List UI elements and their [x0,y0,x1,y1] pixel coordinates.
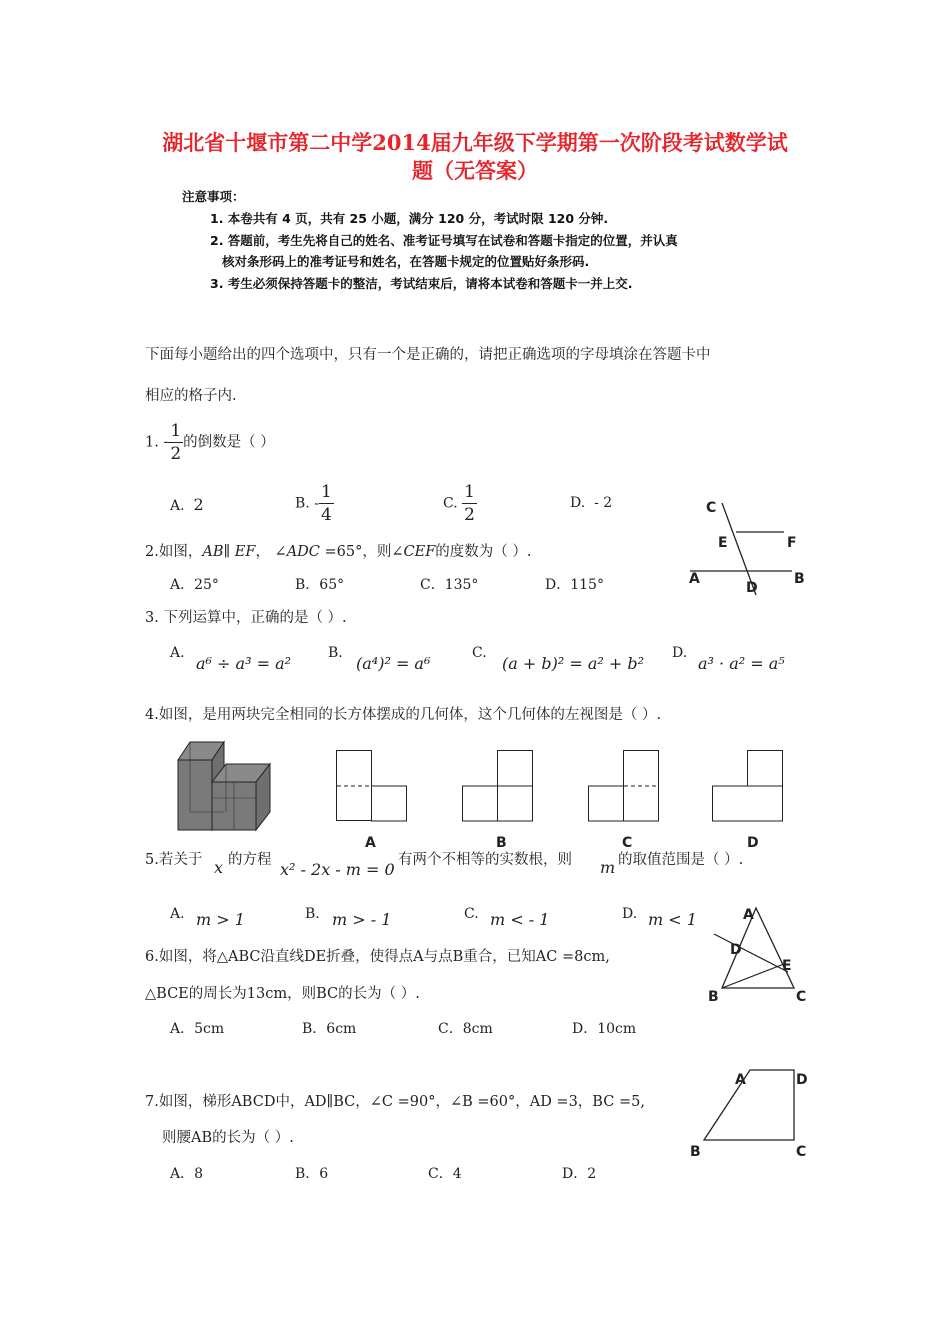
q1-option-d [570,495,612,511]
q6-fig-label-e: E [782,958,792,974]
q1-b-label: B. [295,495,310,512]
q2-option-c: C．135° [420,577,479,593]
q6-option-c: C．8cm [438,1021,493,1037]
q1-d-label: D. [570,495,586,511]
q1-option-c [443,481,477,526]
q1-a-label: A. [170,498,185,514]
q1-c-fraction [462,481,477,526]
q6-text-line2: △BCE的周长为13cm，则BC的长为（ ）. [145,986,420,1002]
q1-fraction [168,420,183,465]
q4-option-a-label: A [365,835,376,851]
q5-text-pre: 5.若关于 [145,852,203,868]
instructions-line2: 相应的格子内. [145,388,237,404]
q3-option-c-expr: (a + b)² = a² + b² [502,654,645,673]
q3-option-c-label: C. [472,645,487,661]
q5-text-post: 的取值范围是（ ）. [618,852,744,868]
q2-text-pre: 2.如图， [145,544,203,560]
q1-c-num: 1 [464,482,475,502]
q1-b-fraction [319,481,334,526]
question-4: 4.如图，是用两块完全相同的长方体摆成的几何体，这个几何体的左视图是（ ）. [145,707,662,723]
q7-option-a: A．8 [170,1166,204,1182]
q7-option-b: B．6 [295,1166,329,1182]
q6-fig-label-a: A [743,907,754,923]
q3-option-b-expr: (a⁴)² = a⁶ [356,654,431,673]
q6-option-b: B．6cm [302,1021,357,1037]
q1-a-value: 2 [193,495,204,514]
q2-option-b: B．65° [295,577,345,593]
q3-option-d-label: D. [672,645,688,661]
q1-prefix: 1. - [145,434,169,451]
q5-option-a-label: A. [170,906,185,922]
q4-option-d-figure[interactable] [712,750,784,822]
q5-var-m: m [600,858,616,877]
q5-option-b-expr: m > - 1 [332,910,392,929]
question-3: 3. 下列运算中，正确的是（ ）. [145,610,347,626]
q4-option-b-figure[interactable] [462,750,534,822]
q2-cef: CEF [403,544,436,560]
question-1 [145,420,275,465]
q2-fig-label-e: E [718,535,728,551]
notice-item-2b: 核对条形码上的准考证号和姓名，在答题卡规定的位置贴好条形码. [222,254,590,269]
q2-fig-label-b: B [794,571,805,587]
notice-heading: 注意事项： [182,189,245,204]
instructions-line1: 下面每小题给出的四个选项中，只有一个是正确的，请把正确选项的字母填涂在答题卡中 [145,347,711,363]
q4-option-d-label: D [747,835,759,851]
q7-fig-label-c: C [796,1144,807,1160]
q4-option-b-label: B [496,835,507,851]
q7-option-c: C．4 [428,1166,462,1182]
q3-option-a-label: A. [170,645,185,661]
q6-figure [700,900,810,1000]
q2-ab-ef: AB∥ EF [202,544,256,560]
q6-text-line1: 6.如图，将△ABC沿直线DE折叠，使得点A与点B重合，已知AC =8cm, [145,949,610,965]
q5-text-mid1: 的方程 [228,852,272,868]
q1-d-value: - 2 [594,495,613,511]
q6-fig-label-b: B [708,989,719,1005]
q1-c-label: C. [443,495,458,512]
q2-fig-label-a: A [689,571,700,587]
q4-option-c-label: C [622,835,633,851]
q7-fig-label-a: A [735,1072,746,1088]
q1-option-b [295,481,334,526]
q6-option-a: A．5cm [170,1021,225,1037]
q6-fig-label-c: C [796,989,807,1005]
q5-text-mid2: 有两个不相等的实数根，则 [398,852,572,868]
q2-comma: ， ∠ [255,544,287,560]
question-2 [145,540,531,561]
q4-solid-figure [176,740,276,832]
notice-item-1: 1. 本卷共有 4 页，共有 25 小题，满分 120 分，考试时限 120 分钟. [210,211,609,226]
q7-fig-label-d: D [796,1072,808,1088]
q2-adc: ADC [286,544,320,560]
q1-frac-den: 2 [170,444,182,464]
q1-b-num: 1 [320,482,332,502]
q5-option-c-expr: m < - 1 [490,910,550,929]
q5-equation: x² - 2x - m = 0 [280,860,395,879]
q1-b-sign: - [314,495,319,512]
q2-fig-label-f: F [787,535,797,551]
notice-item-2a: 2. 答题前，考生先将自己的姓名、准考证号填写在试卷和答题卡指定的位置，并认真 [210,233,678,248]
q7-option-d: D．2 [562,1166,597,1182]
q5-option-c-label: C. [464,906,479,922]
q6-option-d: D．10cm [572,1021,637,1037]
q5-option-b-label: B. [305,906,320,922]
q1-suffix: 的倒数是（ ） [183,434,275,451]
q5-option-d-label: D. [622,906,638,922]
q7-text-line2: 则腰AB的长为（ ）. [162,1130,294,1146]
q2-fig-label-c: C [706,500,717,516]
q1-c-den: 2 [464,505,475,525]
q5-option-a-expr: m > 1 [196,910,245,929]
q6-fig-label-d: D [730,942,742,958]
notice-item-3: 3. 考生必须保持答题卡的整洁，考试结束后，请将本试卷和答题卡一并上交. [210,276,633,291]
q4-option-a-figure[interactable] [336,750,408,822]
q2-option-a: A．25° [170,577,219,593]
q1-option-a [170,495,204,514]
q2-fig-label-d: D [746,580,758,596]
q3-option-a-expr: a⁶ ÷ a³ = a² [196,654,292,673]
q7-figure [700,1065,810,1150]
q4-option-c-figure[interactable] [588,750,660,822]
q2-option-d: D．115° [545,577,604,593]
doc-title-line1: 湖北省十堰市第二中学2014届九年级下学期第一次阶段考试数学试 [162,130,788,155]
q1-b-den: 4 [320,505,332,525]
q5-option-d-expr: m < 1 [648,910,697,929]
q3-option-d-expr: a³ · a² = a⁵ [698,654,785,673]
q7-fig-label-b: B [690,1144,701,1160]
q2-val: =65°，则∠ [319,544,404,560]
q5-var-x: x [214,858,224,877]
doc-title-line2: 题（无答案） [412,158,538,183]
q1-frac-num: 1 [170,421,182,441]
q7-text-line1: 7.如图，梯形ABCD中，AD∥BC，∠C =90°，∠B =60°，AD =3，BC =5, [145,1094,645,1110]
q3-option-b-label: B. [328,645,343,661]
q2-text-post: 的度数为（ ）. [435,544,532,560]
